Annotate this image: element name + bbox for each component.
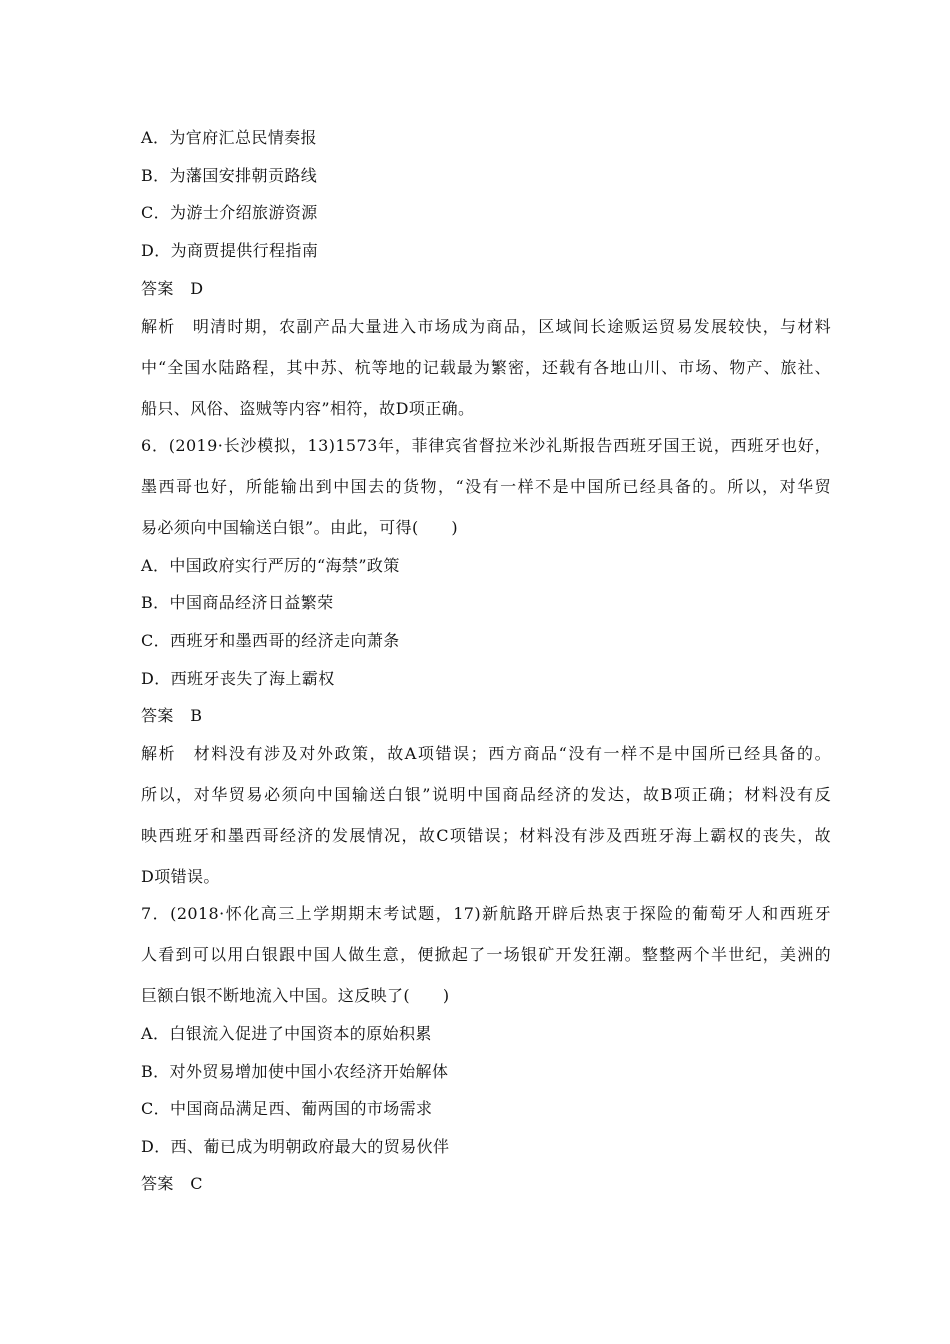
q7-option-a: A．白银流入促进了中国资本的原始积累 bbox=[141, 1024, 432, 1043]
q5-answer: 答案 D bbox=[141, 279, 204, 298]
q6-answer: 答案 B bbox=[141, 706, 203, 725]
q5-option-d: D．为商贾提供行程指南 bbox=[141, 241, 319, 260]
q6-stem-line: 易必须向中国输送白银”。由此，可得( ) bbox=[141, 518, 459, 537]
q5-option-c: C．为游士介绍旅游资源 bbox=[141, 203, 318, 222]
q6-analysis-line: 解析 材料没有涉及对外政策，故A项错误；西方商品“没有一样不是中国所已经具备的。 bbox=[141, 744, 831, 763]
q7-stem-line: 巨额白银不断地流入中国。这反映了( ) bbox=[141, 986, 450, 1005]
q6-analysis-line: 所以，对华贸易必须向中国输送白银”说明中国商品经济的发达，故B项正确；材料没有反 bbox=[141, 785, 831, 804]
q6-option-a: A．中国政府实行严厉的“海禁”政策 bbox=[141, 556, 400, 575]
q6-analysis-line: D项错误。 bbox=[141, 867, 220, 886]
q7-stem-line: 人看到可以用白银跟中国人做生意，便掀起了一场银矿开发狂潮。整整两个半世纪，美洲的 bbox=[141, 945, 831, 964]
q6-option-c: C．西班牙和墨西哥的经济走向萧条 bbox=[141, 631, 400, 650]
q5-analysis-line: 解析 明清时期，农副产品大量进入市场成为商品，区域间长途贩运贸易发展较快，与材料 bbox=[141, 317, 831, 336]
q6-stem-line: 墨西哥也好，所能输出到中国去的货物，“没有一样不是中国所已经具备的。所以，对华贸 bbox=[141, 477, 831, 496]
q7-stem-line: 7．(2018·怀化高三上学期期末考试题，17)新航路开辟后热衷于探险的葡萄牙人和西班牙 bbox=[141, 904, 831, 923]
q6-analysis-line: 映西班牙和墨西哥经济的发展情况，故C项错误；材料没有涉及西班牙海上霸权的丧失，故 bbox=[141, 826, 831, 845]
q5-analysis-line: 中“全国水陆路程，其中苏、杭等地的记载最为繁密，还载有各地山川、市场、物产、旅社、 bbox=[141, 358, 831, 377]
q6-option-d: D．西班牙丧失了海上霸权 bbox=[141, 669, 335, 688]
q5-analysis-line: 船只、风俗、盗贼等内容”相符，故D项正确。 bbox=[141, 399, 475, 418]
q5-option-b: B．为藩国安排朝贡路线 bbox=[141, 166, 318, 185]
q6-option-b: B．中国商品经济日益繁荣 bbox=[141, 593, 334, 612]
q7-option-b: B．对外贸易增加使中国小农经济开始解体 bbox=[141, 1062, 449, 1081]
q7-option-c: C．中国商品满足西、葡两国的市场需求 bbox=[141, 1099, 433, 1118]
q5-option-a: A．为官府汇总民情奏报 bbox=[141, 128, 317, 147]
q7-option-d: D．西、葡已成为明朝政府最大的贸易伙伴 bbox=[141, 1137, 450, 1156]
q7-answer: 答案 C bbox=[141, 1174, 203, 1193]
q6-stem-line: 6．(2019·长沙模拟，13)1573年，菲律宾省督拉米沙礼斯报告西班牙国王说，西班牙也好， bbox=[141, 436, 831, 455]
